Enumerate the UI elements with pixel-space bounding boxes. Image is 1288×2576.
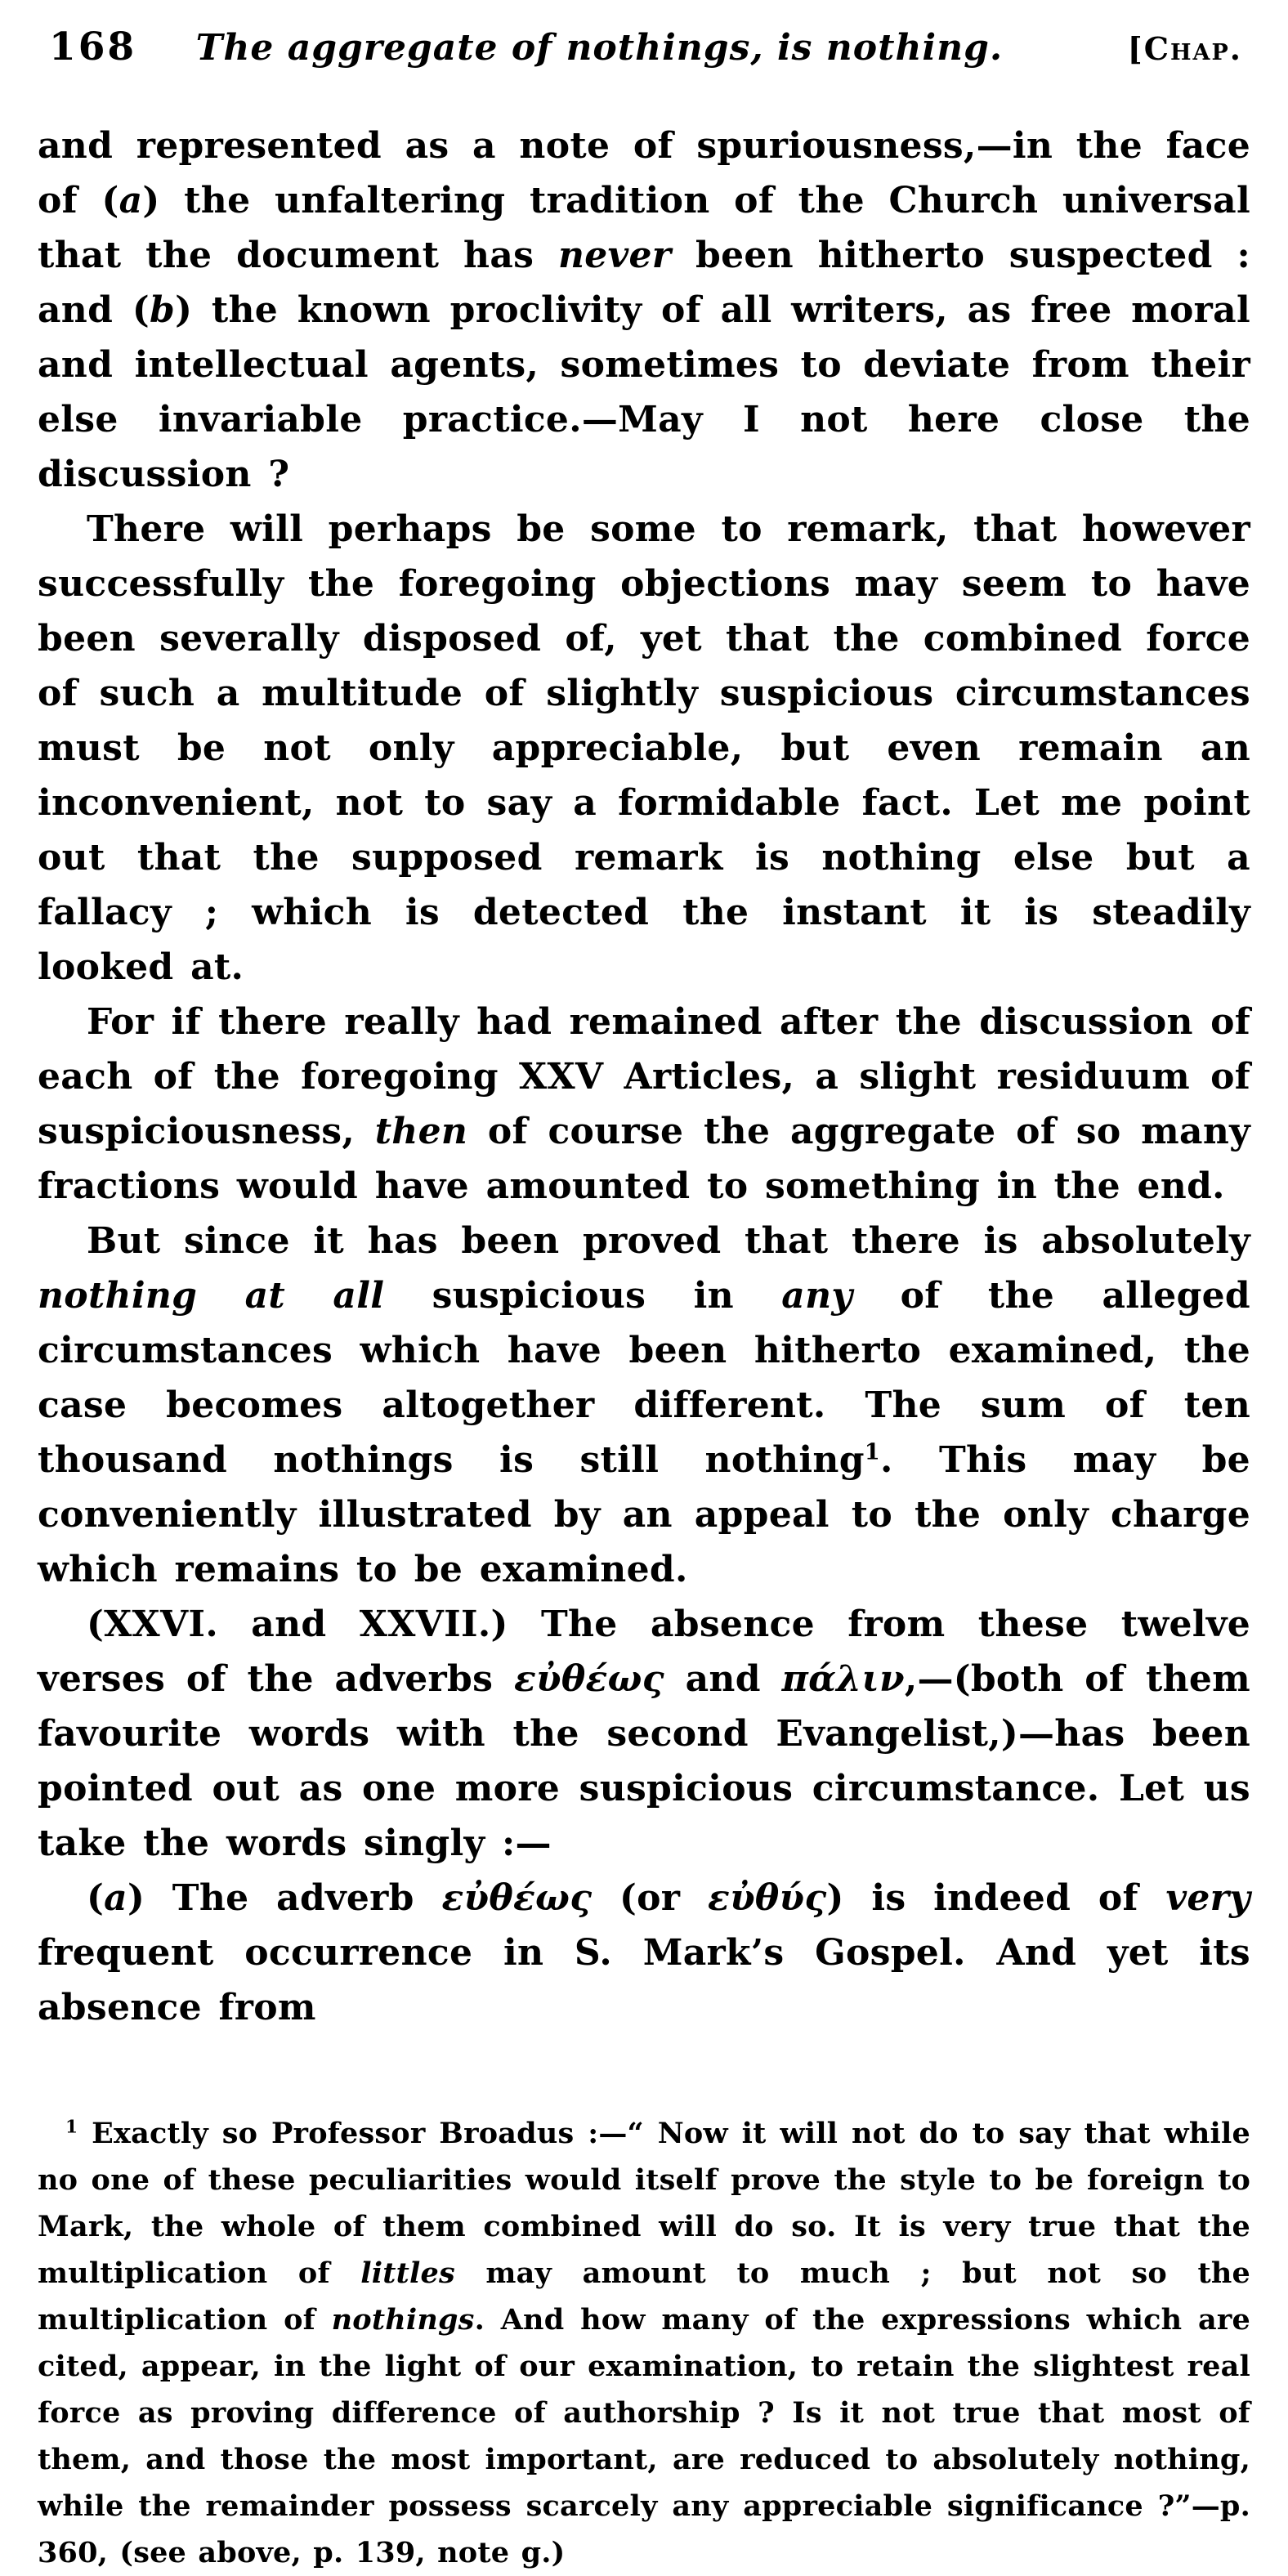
italic-text: b [149, 289, 176, 331]
paragraph [38, 502, 1250, 995]
text-run: (XXVI. and XXVII.) The absence from these twelve verses of the adverbs [38, 1603, 1250, 1700]
page-number: 168 [49, 25, 137, 69]
italic-text: nothing at all [38, 1275, 385, 1317]
text-run: and represented as a note of spuriousness,—in the face of ( [38, 125, 1250, 221]
text-run: suspicious in [384, 1275, 782, 1317]
italic-text: any [781, 1275, 853, 1317]
text-run: . This may be conveniently illustrated by an appeal to the only charge which remains to be examined. [38, 1439, 1250, 1590]
text-run: frequent occurrence in S. Mark’s Gospel. And yet its absence from [38, 1932, 1250, 2028]
text-run: Exactly so Professor Broadus :—“ Now it will not do to say that while no one of these peculiarities would itself prove the style to be foreign to Mark, the whole of them combined will do so. It is very true that the multiplication of [38, 2117, 1250, 2290]
footnote-reference: 1 [65, 2117, 78, 2138]
greek-text: εὐθέως [441, 1877, 593, 1919]
text-run: of course the aggregate of so many fractions would have amounted to something in the end. [38, 1111, 1251, 1207]
paragraph [38, 1597, 1250, 1871]
text-run: For if there really had remained after the discussion of each of the foregoing XXV Articles, a slight residuum of suspiciousness, [38, 1001, 1250, 1152]
greek-text: πάλιν [781, 1658, 905, 1700]
paragraph [38, 1214, 1250, 1597]
greek-text: εὐθύς [708, 1877, 827, 1919]
footnote [38, 2110, 1250, 2576]
text-run: ) the unfaltering tradition of the Church universal that the document has [38, 180, 1250, 276]
italic-text: a [119, 180, 143, 221]
text-run: of the alleged circumstances which have been hitherto examined, the case becomes altogether different. The sum of ten thousand nothings is still nothing [38, 1275, 1250, 1481]
text-run: There will perhaps be some to remark, that however successfully the foregoing objections may seem to have been severally disposed of, yet that the combined force of such a multitude of slightly suspicious circumstances must be not only appreciable, but even remain an inconvenient, not to say a formidable fact. Let me point out that the supposed remark is nothing else but a fallacy ; which is detected the instant it is steadily looked at. [38, 508, 1250, 988]
paragraph [38, 995, 1250, 1214]
italic-text: littles [360, 2256, 455, 2290]
paragraph [38, 119, 1250, 502]
page-header [38, 25, 1250, 69]
text-run: (or [592, 1877, 709, 1919]
italic-text: nothings [331, 2303, 475, 2337]
text-run: ,—(both of them favourite words with the second Evangelist,)—has been pointed out as one more suspicious circumstance. Let us take the words singly :— [38, 1658, 1251, 1864]
body-text [38, 119, 1250, 2035]
footnote-reference: 1 [864, 1438, 881, 1465]
text-run: ) The adverb [127, 1877, 442, 1919]
text-run: ) is indeed of [826, 1877, 1166, 1919]
running-title: The aggregate of nothings, is nothing. [195, 27, 1004, 69]
text-run: been hitherto suspected : and ( [38, 235, 1250, 331]
italic-text: very [1165, 1877, 1250, 1919]
italic-text: never [558, 235, 672, 276]
italic-text: a [104, 1877, 127, 1919]
text-run: . And how many of the expressions which are cited, appear, in the light of our examination, to retain the slightest real force as proving difference of authorship ? Is it not true that most of them, and those the most important, are reduced to absolutely nothing, while the remainder possess scarcely any appreciable significance ?”—p. 360, (see above, p. 139, note g.) [38, 2303, 1251, 2569]
text-run: and [664, 1658, 782, 1700]
italic-text: then [374, 1111, 468, 1152]
text-run: But since it has been proved that there is absolutely [87, 1220, 1250, 1262]
text-run: may amount to much ; but not so the multiplication of [38, 2256, 1250, 2337]
text-run: ) the known proclivity of all writers, as free moral and intellectual agents, sometimes to deviate from their else invariable practice.—May I not here close the discussion ? [38, 289, 1250, 495]
chapter-marker: [Chap. [1127, 30, 1242, 67]
text-run: ( [87, 1877, 105, 1919]
greek-text: εὐθέως [513, 1658, 664, 1700]
paragraph [38, 1871, 1250, 2035]
